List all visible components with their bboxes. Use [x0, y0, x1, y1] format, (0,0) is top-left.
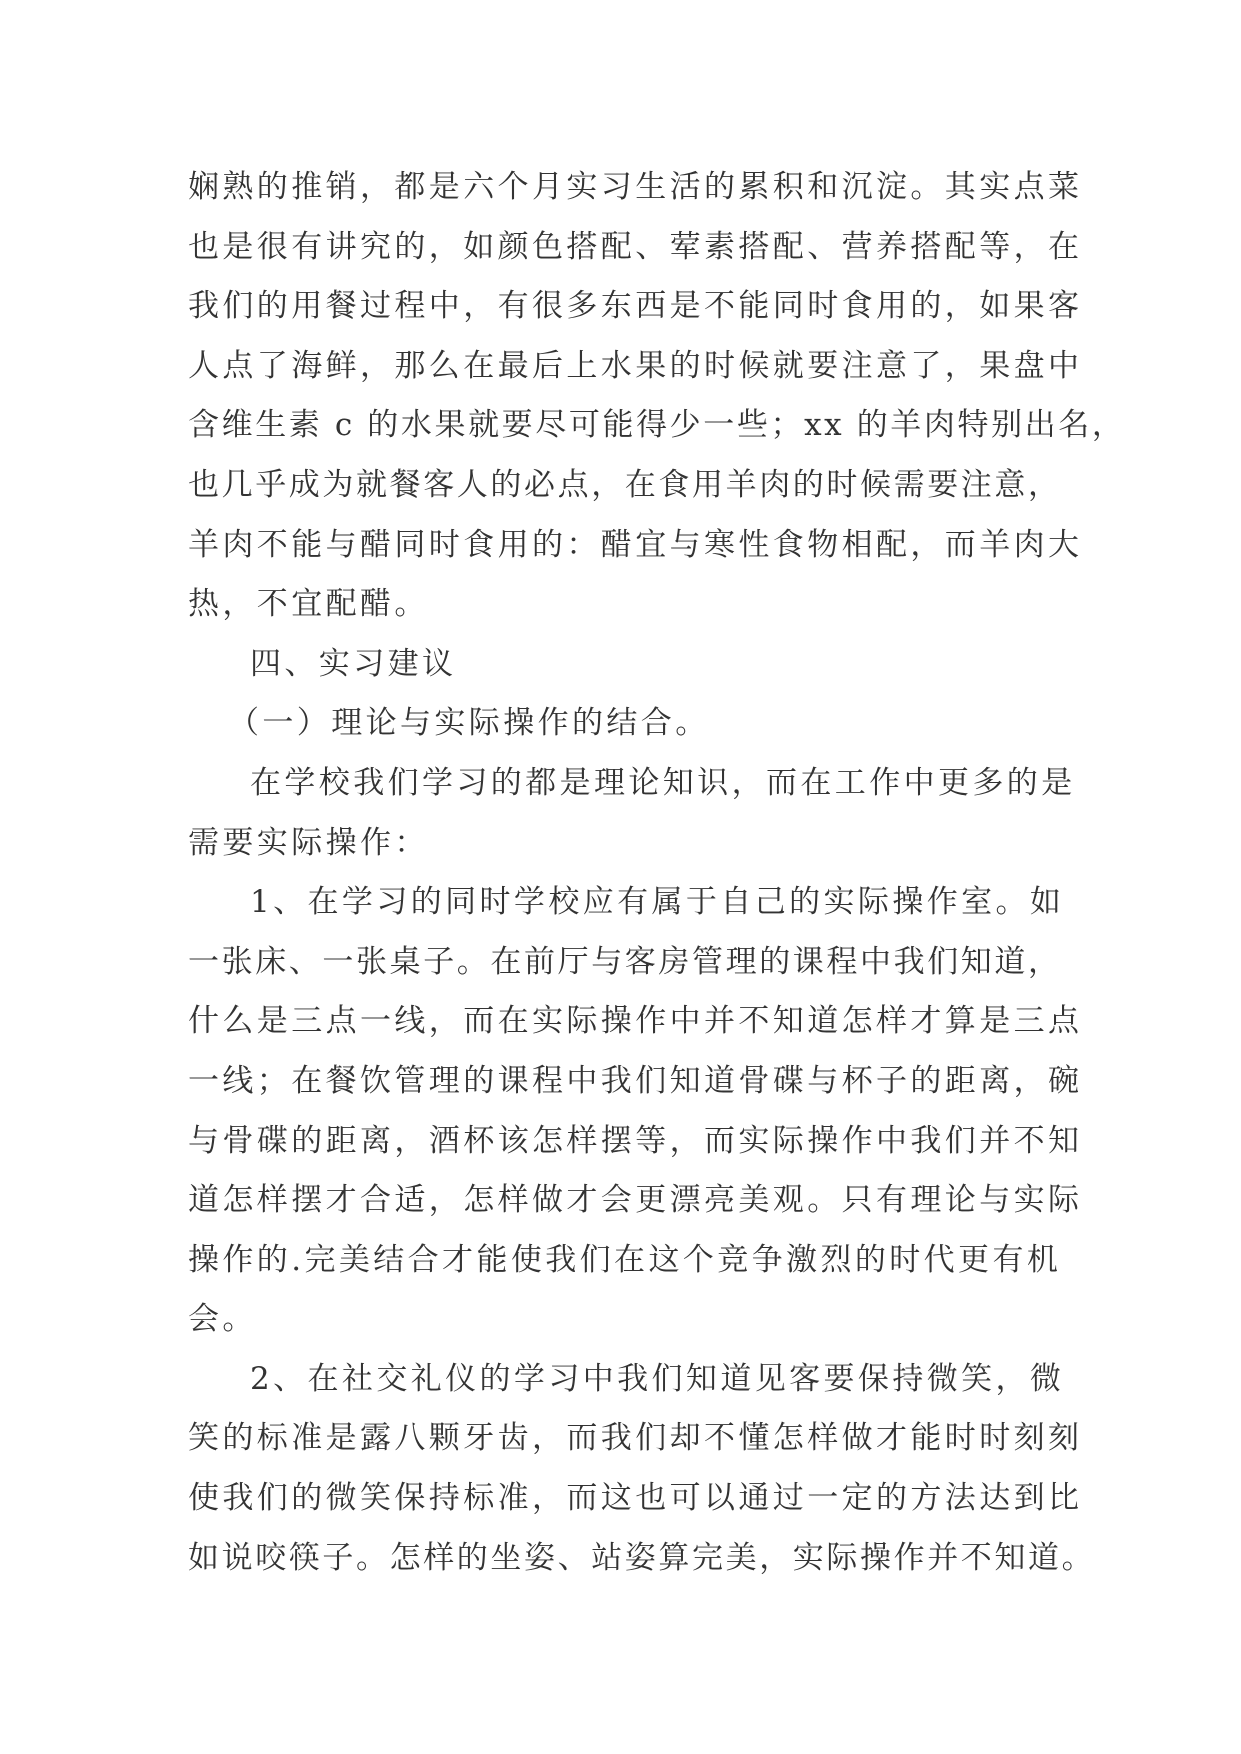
text-line: 什么是三点一线，而在实际操作中并不知道怎样才算是三点: [188, 1003, 1083, 1040]
text-line: 1、在学习的同时学校应有属于自己的实际操作室。如: [250, 884, 1065, 921]
text-line: 一张床、一张桌子。在前厅与客房管理的课程中我们知道，: [188, 943, 1062, 980]
body-text: [188, 158, 1126, 1588]
text-line: 笑的标准是露八颗牙齿，而我们却不懂怎样做才能时时刻刻: [188, 1420, 1083, 1457]
text-line: 娴熟的推销，都是六个月实习生活的累积和沉淀。其实点菜: [188, 169, 1083, 205]
text-line: 热，不宜配醋。: [188, 586, 429, 623]
text-line: 与骨碟的距离，酒杯该怎样摆等，而实际操作中我们并不知: [188, 1122, 1083, 1159]
text-line: 一线；在餐饮管理的课程中我们知道骨碟与杯子的距离，碗: [188, 1062, 1083, 1099]
text-line: 2、在社交礼仪的学习中我们知道见客要保持微笑，微: [250, 1360, 1065, 1397]
text-line: 含维生素 c 的水果就要尽可能得少一些；xx 的羊肉特别出名，: [188, 407, 1126, 444]
text-line: 也是很有讲究的，如颜色搭配、荤素搭配、营养搭配等，在: [188, 228, 1083, 265]
text-line: 也几乎成为就餐客人的必点，在食用羊肉的时候需要注意，: [188, 466, 1062, 503]
text-line: 我们的用餐过程中，有很多东西是不能同时食用的，如果客: [188, 288, 1083, 325]
text-line: 人点了海鲜，那么在最后上水果的时候就要注意了，果盘中: [188, 347, 1083, 384]
text-line: 会。: [188, 1301, 257, 1338]
text-line: 道怎样摆才合适，怎样做才会更漂亮美观。只有理论与实际: [188, 1182, 1083, 1219]
text-line: 需要实际操作：: [188, 824, 429, 861]
text-line: 使我们的微笑保持标准，而这也可以通过一定的方法达到比: [188, 1480, 1083, 1517]
text-line: 如说咬筷子。怎样的坐姿、站姿算完美，实际操作并不知道。: [188, 1539, 1096, 1576]
text-line: 羊肉不能与醋同时食用的：醋宜与寒性食物相配，而羊肉大: [188, 526, 1083, 563]
text-line: 操作的.完美结合才能使我们在这个竞争激烈的时代更有机: [188, 1241, 1062, 1278]
section-heading: 四、实习建议: [250, 645, 457, 682]
text-line: 在学校我们学习的都是理论知识，而在工作中更多的是: [250, 764, 1076, 801]
subsection-heading: （一）理论与实际操作的结合。: [228, 705, 710, 742]
